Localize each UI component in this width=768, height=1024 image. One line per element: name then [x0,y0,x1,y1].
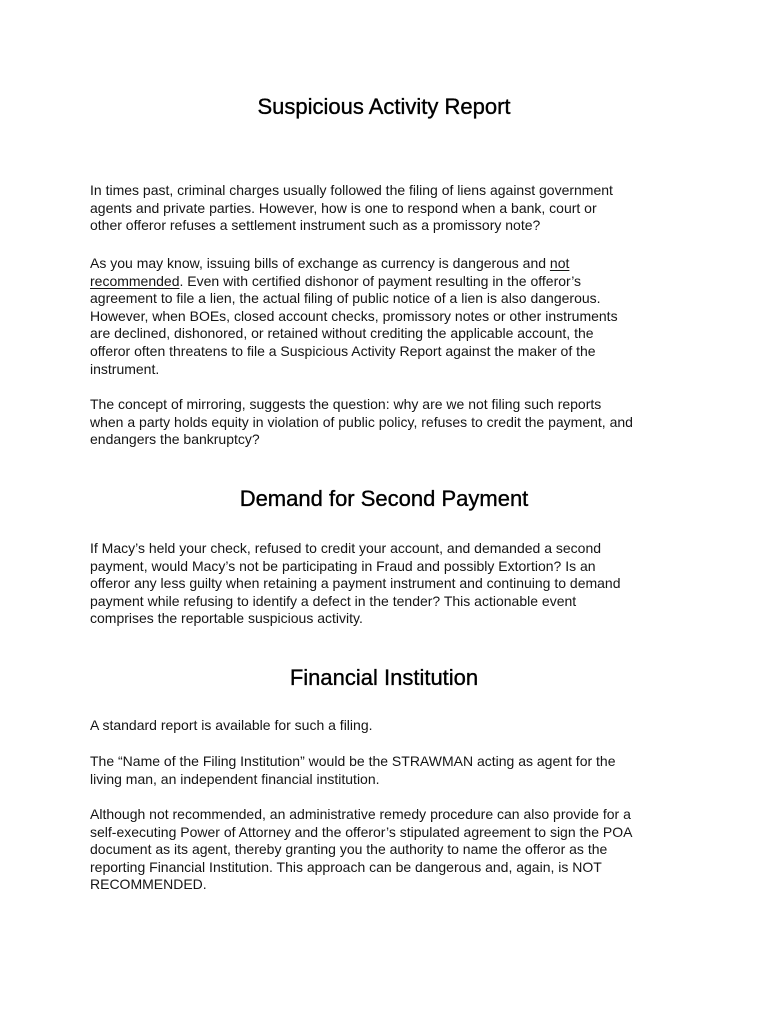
paragraph-intro [90,182,690,235]
text-segment: As you may know, issuing bills of exchange as currency is dangerous and [90,255,550,271]
text-line: living man, an independent financial institution. [90,770,380,787]
text-line: A standard report is available for such a filing. [90,717,373,733]
text-line [90,273,690,291]
underlined-emphasis: not [549,255,570,271]
text-line: other offeror refuses a settlement instrument such as a promissory note? [90,217,541,234]
text-line: endangers the bankruptcy? [90,431,260,448]
paragraph-bills-of-exchange [90,255,690,378]
paragraph-administrative-remedy [90,806,690,894]
text-line: The “Name of the Filing Institution” would be the STRAWMAN acting as agent for the [90,753,616,769]
text-line: Although not recommended, an administrative remedy procedure can also provide for a [90,806,631,822]
text-line: RECOMMENDED. [90,876,207,893]
page-title: Suspicious Activity Report [257,94,511,119]
text-line: If Macy’s held your check, refused to credit your account, and demanded a second [90,540,602,556]
underlined-emphasis: recommended [90,272,180,289]
text-segment: . Even with certified dishonor of payment resulting in the offeror’s [179,272,582,289]
paragraph-standard-report [90,717,690,735]
paragraph-second-payment [90,540,690,628]
text-line: when a party holds equity in violation of public policy, refuses to credit the payment, and [90,413,633,430]
text-line: self-executing Power of Attorney and the offeror’s stipulated agreement to sign the POA [90,823,633,840]
text-line: The concept of mirroring, suggests the question: why are we not filing such reports [90,396,602,412]
text-line [90,255,690,273]
text-line: payment while refusing to identify a defect in the tender? This actionable event [90,592,577,609]
section-heading: Financial Institution [289,665,479,690]
text-line: comprises the reportable suspicious activity. [90,610,363,627]
text-line: instrument. [90,360,160,377]
paragraph-mirroring [90,396,690,449]
text-line: offeror any less guilty when retaining a payment instrument and continuing to demand [90,575,621,592]
text-line: agents and private parties. However, how is one to respond when a bank, court or [90,199,597,216]
text-line: are declined, dishonored, or retained without crediting the applicable account, the [90,325,594,342]
text-line: payment, would Macy’s not be participating in Fraud and possibly Extortion? Is an [90,557,596,574]
text-line: offeror often threatens to file a Suspicious Activity Report against the maker of the [90,342,596,359]
paragraph-filing-institution [90,753,690,788]
text-line: However, when BOEs, closed account checks, promissory notes or other instruments [90,307,618,324]
text-line: In times past, criminal charges usually followed the filing of liens against government [90,182,613,198]
text-line: reporting Financial Institution. This approach can be dangerous and, again, is NOT [90,858,602,875]
text-line: agreement to file a lien, the actual filing of public notice of a lien is also dangerous. [90,290,601,307]
section-heading: Demand for Second Payment [239,486,529,511]
text-line: document as its agent, thereby granting you the authority to name the offeror as the [90,841,608,858]
